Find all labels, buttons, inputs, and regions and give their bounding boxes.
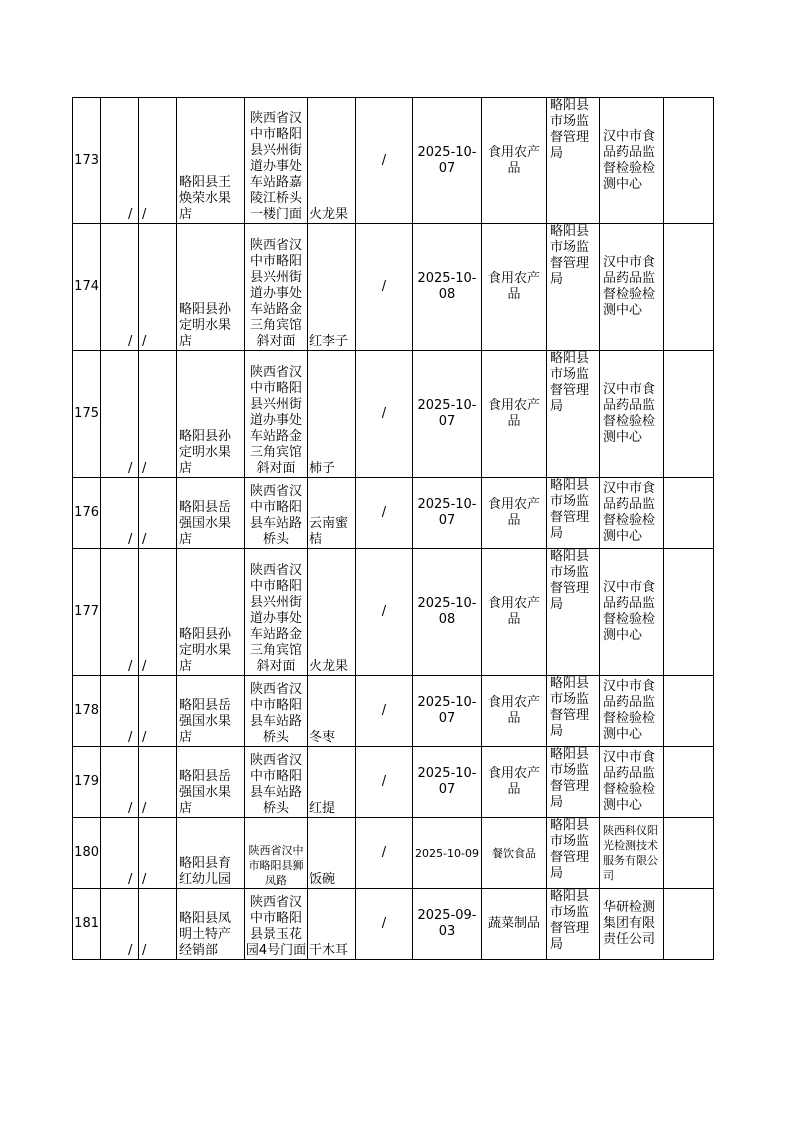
food-name-text: 红提 [309,801,336,816]
empty-cell [664,351,714,478]
table-row [73,478,714,549]
empty-cell [664,889,714,960]
row-number-text: 173 [74,152,99,168]
business-name [177,478,245,549]
business-name [177,818,245,889]
slash-cell-text: / [381,406,387,421]
sampling-date-text: 2025-10- 08 [417,596,477,627]
business-address-text: 陕西省汉 中市略阳 县兴州街 道办事处 车站路金 三角宾馆 斜对面 [249,563,302,674]
testing-lab [600,676,664,747]
testing-lab-text: 陕西科仪阳 光检测技术 服务有限公 司 [603,824,658,882]
testing-lab-text: 汉中市食 品药品监 督检验检 测中心 [603,679,656,742]
authority-name-text: 略阳县 市场监 督管理 局 [550,98,590,161]
slash-cell-text: / [142,872,147,887]
slash-cell [356,224,413,351]
slash-cell [139,747,177,818]
authority-name-text: 略阳县 市场监 督管理 局 [550,747,590,810]
slash-cell [139,818,177,889]
sampling-date-text: 2025-10- 07 [417,497,477,528]
business-name-text: 略阳县育 红幼儿园 [179,856,232,887]
slash-cell [139,224,177,351]
authority-name-text: 略阳县 市场监 督管理 局 [550,889,590,952]
slash-cell [139,478,177,549]
row-number-text: 178 [74,703,99,718]
slash-cell-text: / [142,801,147,816]
authority-name-text: 略阳县 市场监 督管理 局 [550,676,590,739]
empty-cell [664,818,714,889]
business-address [245,549,308,676]
row-number [73,818,101,889]
slash-cell-text: / [142,334,147,349]
slash-cell-text: / [381,279,387,294]
sampling-date [413,98,482,224]
row-number-text: 181 [74,916,99,931]
slash-cell-text: / [142,730,147,745]
business-address-text: 陕西省汉 中市略阳 县兴州街 道办事处 车站路嘉 陵江桥头 一楼门面 [249,111,302,222]
row-number-text: 180 [74,845,99,860]
sampling-date [413,676,482,747]
row-number [73,889,101,960]
sampling-date-text: 2025-10-09 [415,846,479,860]
food-category [482,98,547,224]
food-category-text: 食用农产 品 [487,497,540,528]
sampling-date [413,818,482,889]
food-name [308,224,356,351]
slash-cell [356,98,413,224]
slash-cell [101,224,139,351]
slash-cell-text: / [381,505,387,520]
row-number [73,747,101,818]
business-name-text: 略阳县王 焕荣水果 店 [179,175,232,222]
slash-cell [356,676,413,747]
slash-cell-text: / [142,659,147,674]
food-name-text: 云南蜜 桔 [309,516,349,547]
empty-cell [664,676,714,747]
slash-cell [101,351,139,478]
empty-cell [664,549,714,676]
food-name [308,478,356,549]
authority-name [547,98,600,224]
food-name-text: 火龙果 [309,207,349,222]
business-name [177,889,245,960]
testing-lab [600,351,664,478]
slash-cell [139,351,177,478]
food-category-text: 食用农产 品 [487,766,540,797]
authority-name [547,747,600,818]
testing-lab-text: 汉中市食 品药品监 督检验检 测中心 [603,481,656,544]
authority-name-text: 略阳县 市场监 督管理 局 [550,478,590,541]
slash-cell-text: / [128,801,133,816]
food-category [482,351,547,478]
slash-cell-text: / [381,604,387,619]
authority-name [547,676,600,747]
row-number [73,676,101,747]
testing-lab-text: 汉中市食 品药品监 督检验检 测中心 [603,580,656,643]
sampling-date [413,747,482,818]
slash-cell-text: / [381,845,387,860]
testing-lab [600,889,664,960]
table-row [73,747,714,818]
food-category-text: 食用农产 品 [487,596,540,627]
empty-cell [664,98,714,224]
business-address [245,351,308,478]
slash-cell [101,549,139,676]
slash-cell [356,351,413,478]
food-name [308,676,356,747]
authority-name-text: 略阳县 市场监 督管理 局 [550,351,590,414]
slash-cell [101,478,139,549]
authority-name [547,351,600,478]
inspection-table [72,97,714,960]
business-name [177,98,245,224]
business-name-text: 略阳县孙 定明水果 店 [179,302,232,349]
slash-cell [139,676,177,747]
slash-cell [101,676,139,747]
food-name [308,747,356,818]
row-number [73,224,101,351]
food-category-text: 食用农产 品 [487,398,540,429]
food-category [482,818,547,889]
authority-name [547,818,600,889]
row-number-text: 175 [74,406,99,421]
table-row [73,889,714,960]
business-name [177,747,245,818]
business-name-text: 略阳县孙 定明水果 店 [179,429,232,476]
food-name-text: 冬枣 [309,730,336,745]
sampling-date-text: 2025-10- 07 [417,766,477,797]
slash-cell [101,818,139,889]
sampling-date-text: 2025-10- 07 [417,398,477,429]
row-number-text: 177 [74,604,99,619]
food-name [308,549,356,676]
table-body [73,98,714,960]
table-row [73,818,714,889]
empty-cell [664,224,714,351]
row-number [73,549,101,676]
table-row [73,549,714,676]
testing-lab [600,224,664,351]
sampling-date [413,351,482,478]
business-name [177,351,245,478]
business-address-text: 陕西省汉 中市略阳 县景玉花 园4号门面 [245,895,307,958]
authority-name-text: 略阳县 市场监 督管理 局 [550,224,590,287]
slash-cell [356,889,413,960]
authority-name [547,224,600,351]
slash-cell-text: / [142,207,147,222]
table-row [73,224,714,351]
slash-cell-text: / [128,659,133,674]
food-category-text: 食用农产 品 [487,144,540,176]
business-name-text: 略阳县孙 定明水果 店 [179,627,232,674]
business-name-text: 略阳县岳 强国水果 店 [179,769,232,816]
business-address [245,747,308,818]
slash-cell [101,98,139,224]
business-name-text: 略阳县凤 明土特产 经销部 [179,911,232,958]
slash-cell-text: / [381,703,387,718]
food-name [308,351,356,478]
testing-lab [600,818,664,889]
sampling-date-text: 2025-10- 08 [417,271,477,302]
business-address [245,889,308,960]
business-address-text: 陕西省汉中 市略阳县狮 凤路 [248,844,304,887]
sampling-date [413,549,482,676]
slash-cell [356,478,413,549]
slash-cell [139,889,177,960]
row-number [73,478,101,549]
food-category [482,549,547,676]
slash-cell [356,747,413,818]
slash-cell-text: / [128,207,133,222]
food-name-text: 柿子 [309,461,336,476]
food-category [482,224,547,351]
testing-lab [600,98,664,224]
slash-cell-text: / [381,916,387,931]
business-name [177,549,245,676]
business-name-text: 略阳县岳 强国水果 店 [179,500,232,547]
business-address-text: 陕西省汉 中市略阳 县兴州街 道办事处 车站路金 三角宾馆 斜对面 [249,238,302,349]
business-name-text: 略阳县岳 强国水果 店 [179,698,232,745]
food-category [482,676,547,747]
business-address [245,818,308,889]
slash-cell [101,747,139,818]
business-name [177,224,245,351]
sampling-date-text: 2025-10- 07 [417,695,477,726]
food-category [482,478,547,549]
slash-cell-text: / [128,334,133,349]
slash-cell [356,549,413,676]
empty-cell [664,747,714,818]
slash-cell [356,818,413,889]
business-address [245,676,308,747]
authority-name-text: 略阳县 市场监 督管理 局 [550,818,590,881]
authority-name [547,889,600,960]
business-address-text: 陕西省汉 中市略阳 县车站路 桥头 [249,753,302,816]
slash-cell-text: / [142,943,147,958]
business-address [245,98,308,224]
food-category-text: 蔬菜制品 [487,916,540,931]
authority-name-text: 略阳县 市场监 督管理 局 [550,549,590,612]
business-name [177,676,245,747]
slash-cell [101,889,139,960]
sampling-date-text: 2025-10- 07 [417,144,477,176]
row-number-text: 176 [74,505,99,520]
table-row [73,676,714,747]
row-number [73,351,101,478]
business-address-text: 陕西省汉 中市略阳 县车站路 桥头 [249,682,302,745]
testing-lab [600,549,664,676]
food-category-text: 餐饮食品 [492,846,536,860]
sampling-date [413,889,482,960]
authority-name [547,478,600,549]
slash-cell [139,98,177,224]
slash-cell [139,549,177,676]
testing-lab-text: 汉中市食 品药品监 督检验检 测中心 [603,255,656,318]
slash-cell-text: / [128,872,133,887]
row-number [73,98,101,224]
row-number-text: 174 [74,279,99,294]
sampling-date-text: 2025-09- 03 [417,908,477,939]
sampling-date [413,478,482,549]
food-name [308,889,356,960]
table-row [73,351,714,478]
slash-cell-text: / [128,730,133,745]
business-address [245,478,308,549]
business-address-text: 陕西省汉 中市略阳 县车站路 桥头 [249,484,302,547]
slash-cell-text: / [142,532,147,547]
row-number-text: 179 [74,774,99,789]
testing-lab-text: 汉中市食 品药品监 督检验检 测中心 [603,382,656,445]
food-category-text: 食用农产 品 [487,695,540,726]
testing-lab [600,747,664,818]
food-category-text: 食用农产 品 [487,271,540,302]
slash-cell-text: / [381,152,387,168]
food-category [482,889,547,960]
food-name-text: 干木耳 [309,943,349,958]
testing-lab-text: 华研检测 集团有限 责任公司 [603,900,656,947]
testing-lab-text: 汉中市食 品药品监 督检验检 测中心 [603,750,656,813]
food-name-text: 饭碗 [309,872,336,887]
food-name [308,818,356,889]
slash-cell-text: / [128,532,133,547]
food-category [482,747,547,818]
slash-cell-text: / [142,461,147,476]
slash-cell-text: / [381,774,387,789]
business-address-text: 陕西省汉 中市略阳 县兴州街 道办事处 车站路金 三角宾馆 斜对面 [249,365,302,476]
testing-lab-text: 汉中市食 品药品监 督检验检 测中心 [603,128,656,192]
business-address [245,224,308,351]
sampling-date [413,224,482,351]
empty-cell [664,478,714,549]
table-row [73,98,714,224]
authority-name [547,549,600,676]
food-name [308,98,356,224]
testing-lab [600,478,664,549]
slash-cell-text: / [128,461,133,476]
food-name-text: 红李子 [309,334,349,349]
food-name-text: 火龙果 [309,659,349,674]
slash-cell-text: / [128,943,133,958]
